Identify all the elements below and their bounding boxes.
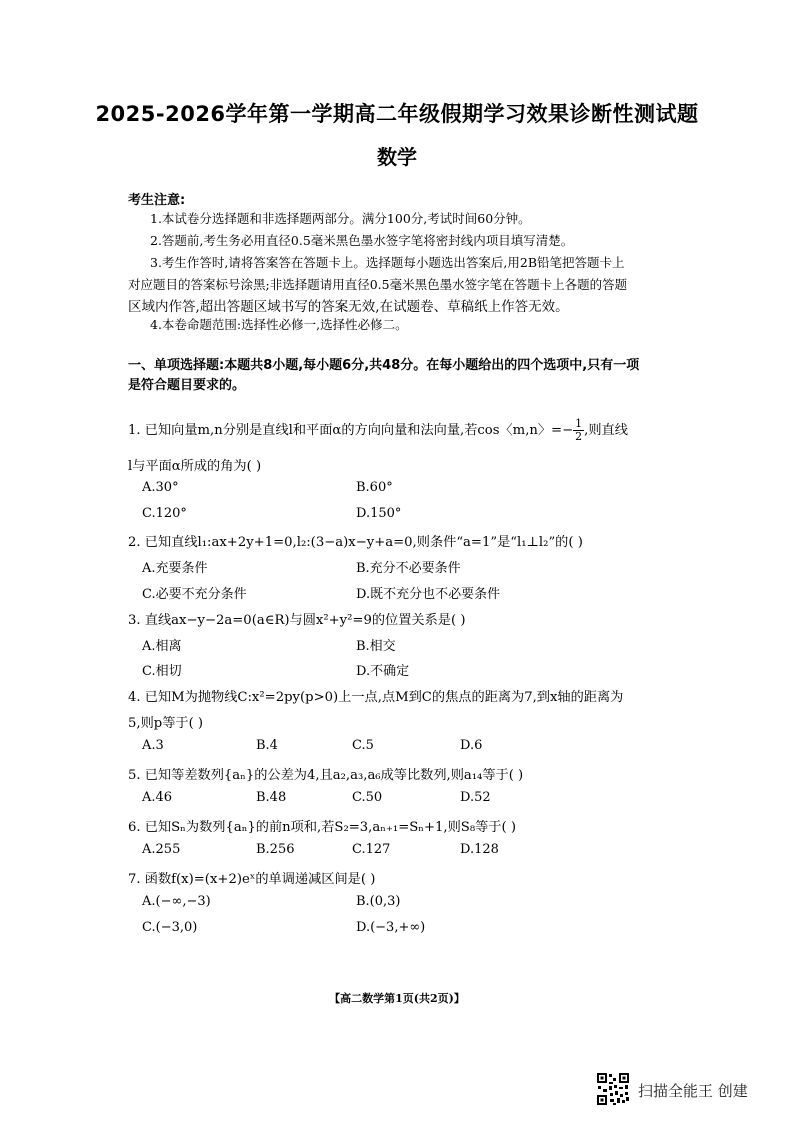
question-5: 5. 已知等差数列{aₙ}的公差为4,且a₂,a₃,a₆成等比数列,则a₁₄等于( ) [128, 768, 524, 783]
q6-option-d: D.128 [460, 842, 499, 857]
question-1-text: 1. 已知向量m,n分别是直线l和平面α的方向向量和法向量,若cos〈m,n〉=− [128, 423, 574, 438]
fraction-denominator: 2 [575, 430, 583, 443]
qr-code-icon [596, 1072, 630, 1106]
q3-option-d: D.不确定 [356, 664, 410, 679]
q2-option-d: D.既不充分也不必要条件 [356, 587, 501, 602]
q4-option-c: C.5 [352, 738, 374, 753]
q5-option-d: D.52 [460, 790, 491, 805]
question-1-text-end: ,则直线 [584, 423, 628, 438]
q1-option-a: A.30° [142, 480, 179, 495]
q2-option-c: C.必要不充分条件 [142, 587, 247, 602]
fraction [573, 418, 584, 443]
notice-item-1: 1.本试卷分选择题和非选择题两部分。满分100分,考试时间60分钟。 [150, 211, 531, 226]
q7-option-a: A.(−∞,−3) [142, 894, 211, 909]
notice-item-2: 2.答题前,考生务必用直径0.5毫米黑色墨水签字笔将密封线内项目填写清楚。 [150, 233, 574, 248]
exam-title: 2025-2026学年第一学期高二年级假期学习效果诊断性测试题 [95, 102, 699, 126]
q6-option-b: B.256 [256, 842, 295, 857]
q1-option-c: C.120° [142, 506, 187, 521]
q1-option-d: D.150° [356, 506, 402, 521]
question-4-cont: 5,则p等于( ) [128, 716, 204, 731]
q6-option-c: C.127 [352, 842, 391, 857]
q7-option-c: C.(−3,0) [142, 920, 198, 935]
question-6: 6. 已知Sₙ为数列{aₙ}的前n项和,若S₂=3,aₙ₊₁=Sₙ+1,则S₈等于( ) [128, 820, 516, 835]
q3-option-b: B.相交 [356, 639, 396, 654]
notice-item-3: 3.考生作答时,请将答案答在答题卡上。选择题每小题选出答案后,用2B铅笔把答题卡上 [150, 255, 625, 270]
q4-option-d: D.6 [460, 738, 483, 753]
question-2: 2. 已知直线l₁:ax+2y+1=0,l₂:(3−a)x−y+a=0,则条件“a=1”是“l₁⊥l₂”的( ) [128, 535, 583, 550]
page-footer: 【高二数学第1页(共2页)】 [329, 992, 465, 1005]
q6-option-a: A.255 [142, 842, 181, 857]
q7-option-b: B.(0,3) [356, 894, 401, 909]
subject-title: 数学 [377, 145, 417, 169]
q3-option-c: C.相切 [142, 664, 182, 679]
question-7: 7. 函数f(x)=(x+2)eˣ的单调递减区间是( ) [128, 872, 376, 887]
q5-option-a: A.46 [142, 790, 173, 805]
question-4: 4. 已知M为抛物线C:x²=2py(p>0)上一点,点M到C的焦点的距离为7,到x轴的距离为 [128, 690, 624, 705]
question-1-cont: l与平面α所成的角为( ) [128, 459, 262, 474]
q4-option-a: A.3 [142, 738, 164, 753]
question-3: 3. 直线ax−y−2a=0(a∈R)与圆x²+y²=9的位置关系是( ) [128, 613, 466, 628]
q4-option-b: B.4 [256, 738, 278, 753]
notice-heading: 考生注意: [128, 193, 186, 208]
notice-item-4: 4.本卷命题范围:选择性必修一,选择性必修二。 [150, 317, 408, 332]
notice-item-3-cont2: 区域内作答,超出答题区域书写的答案无效,在试题卷、草稿纸上作答无效。 [128, 299, 569, 315]
notice-item-3-cont: 对应题目的答案标号涂黑;非选择题请用直径0.5毫米黑色墨水签字笔在答题卡上各题的答题 [128, 277, 628, 292]
q2-option-a: A.充要条件 [142, 561, 208, 576]
scanner-watermark: 扫描全能王 创建 [638, 1082, 748, 1100]
question-1 [128, 418, 628, 443]
q2-option-b: B.充分不必要条件 [356, 561, 461, 576]
q1-option-b: B.60° [356, 480, 393, 495]
q5-option-c: C.50 [352, 790, 383, 805]
q3-option-a: A.相离 [142, 639, 182, 654]
section-heading-cont: 是符合题目要求的。 [128, 378, 246, 393]
fraction-numerator: 1 [575, 417, 583, 430]
q5-option-b: B.48 [256, 790, 287, 805]
section-heading: 一、单项选择题:本题共8小题,每小题6分,共48分。在每小题给出的四个选项中,只有一项 [128, 358, 640, 373]
q7-option-d: D.(−3,+∞) [356, 920, 426, 935]
